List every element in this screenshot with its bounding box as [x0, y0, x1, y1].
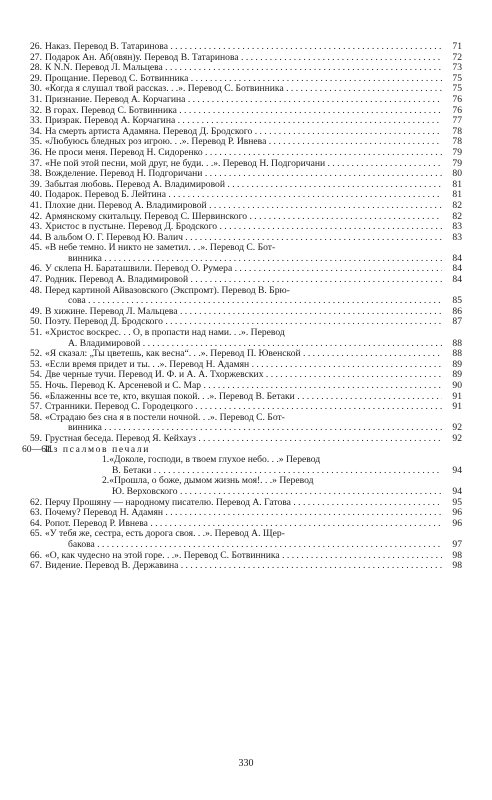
- toc-entry: [22, 116, 462, 127]
- entry-number: 39.: [30, 178, 42, 190]
- entry-title: Не проси меня. Перевод Н. Сидоренко . . .: [45, 148, 442, 159]
- entry-number: 38.: [30, 168, 42, 180]
- toc-entry: [22, 519, 462, 530]
- toc-entry: [22, 381, 462, 392]
- entry-number: 28.: [30, 62, 42, 74]
- entry-title: Армянскому скитальцу. Перевод С. Шервинского . . .: [45, 212, 442, 223]
- toc-entry: [22, 286, 462, 297]
- entry-number: 34.: [30, 125, 42, 137]
- entry-number: 35.: [30, 136, 42, 148]
- toc-entry: [22, 551, 462, 562]
- toc-entry: [22, 561, 462, 572]
- entry-number: 59.: [30, 432, 42, 444]
- entry-page: 79: [452, 146, 462, 158]
- toc-entry: [22, 201, 462, 212]
- entry-page: 88: [452, 337, 462, 349]
- entry-page: 73: [452, 62, 462, 74]
- entry-number: 49.: [30, 305, 42, 317]
- toc-entry: [22, 349, 462, 360]
- entry-title: «У тебя же, сестра, есть дорога своя. . .». Перевод А. Щер-: [45, 529, 285, 540]
- entry-number: 57.: [30, 401, 42, 413]
- entry-number: 42.: [30, 210, 42, 222]
- entry-number: 56.: [30, 390, 42, 402]
- toc-entry: [22, 413, 462, 424]
- entry-page: 84: [452, 263, 462, 275]
- entry-page: 78: [452, 125, 462, 137]
- entry-title: Плохие дни. Перевод А. Владимировой . . .: [45, 201, 442, 212]
- entry-page: 98: [452, 549, 462, 561]
- entry-page: 92: [452, 422, 462, 434]
- entry-title: «Не пой этой песни, мой друг, не буди. . .». Перевод Н. Подгоричани . . .: [45, 159, 442, 170]
- entry-number: 44.: [30, 231, 42, 243]
- entry-title: Видение. Перевод В. Державина . . .: [45, 561, 442, 572]
- entry-title: В альбом О. Г. Перевод Ю. Валич . . .: [45, 233, 442, 244]
- toc-entry: [22, 529, 462, 540]
- entry-number: 54.: [30, 369, 42, 381]
- toc-entry: [22, 498, 462, 509]
- entry-number: 45.: [30, 242, 42, 254]
- entry-title: винника . . .: [68, 254, 442, 265]
- entry-page: 91: [452, 390, 462, 402]
- toc-entry: [22, 508, 462, 519]
- toc-entry: [22, 63, 462, 74]
- entry-page: 86: [452, 305, 462, 317]
- entry-number: 46.: [30, 263, 42, 275]
- entry-number: 53.: [30, 358, 42, 370]
- toc-entry: [22, 339, 462, 350]
- toc-entry: [22, 137, 462, 148]
- entry-number: 63.: [30, 507, 42, 519]
- entry-page: 81: [452, 189, 462, 201]
- toc-entry: [22, 254, 462, 265]
- entry-page: 76: [452, 93, 462, 105]
- entry-page: 95: [452, 496, 462, 508]
- entry-title: «Страдаю без сна я в постели ночной. . .». Перевод С. Бот-: [45, 412, 285, 423]
- entry-title: «Блаженны все те, кто, вкушая покой. . .». Перевод В. Бетаки . . .: [45, 392, 442, 403]
- entry-page: 83: [452, 221, 462, 233]
- entry-page: 91: [452, 401, 462, 413]
- entry-number: 48.: [30, 284, 42, 296]
- entry-page: 75: [452, 72, 462, 84]
- entry-number: 30.: [30, 83, 42, 95]
- entry-number: 64.: [30, 517, 42, 529]
- toc-entry: [22, 423, 462, 434]
- entry-number: 66.: [30, 549, 42, 561]
- entry-title: Вожделение. Перевод Н. Подгоричани . . .: [45, 169, 442, 180]
- entry-title: Подарок Ан. Аб(овян)у. Перевод В. Татаринова . . .: [45, 53, 442, 64]
- entry-page: 82: [452, 210, 462, 222]
- entry-title: Наказ. Перевод В. Татаринова . . .: [45, 42, 442, 53]
- entry-title: Странники. Перевод С. Городецкого . . .: [45, 402, 442, 413]
- toc-entry: [22, 317, 462, 328]
- entry-title: винника . . .: [68, 423, 442, 434]
- entry-title: Почему? Перевод Н. Адамян . . .: [45, 508, 442, 519]
- entry-title: бакова . . .: [68, 540, 442, 551]
- toc-entry: [22, 434, 462, 445]
- toc-entry: [22, 360, 462, 371]
- entry-title: Призрак. Перевод А. Корчагина . . .: [45, 116, 442, 127]
- toc-entry: [22, 159, 462, 170]
- toc-entry: [22, 148, 462, 159]
- entry-page: 88: [452, 348, 462, 360]
- toc-entry: [22, 212, 462, 223]
- entry-page: 92: [452, 432, 462, 444]
- page-number: 330: [238, 758, 254, 769]
- entry-title: Перчу Прошяну — народному писателю. Перевод А. Гатова . . .: [45, 498, 442, 509]
- toc-entry: [22, 106, 462, 117]
- entry-title: Христос в пустыне. Перевод Д. Бродского . . .: [45, 222, 442, 233]
- entry-number: 26.: [30, 41, 42, 52]
- toc-entry: [22, 53, 462, 64]
- entry-title: «О, как чудесно на этой горе. . .». Перевод С. Ботвинника . . .: [45, 551, 442, 562]
- toc-entry: [22, 95, 462, 106]
- entry-title: «Если время придет и ты. . .». Перевод Н. Адамян . . .: [45, 360, 442, 371]
- toc-entry: [22, 392, 462, 403]
- toc-entry: [22, 243, 462, 254]
- entry-title: В. Бетаки . . .: [112, 466, 442, 477]
- entry-title: Грустная беседа. Перевод Я. Кейхауз . . .: [45, 434, 442, 445]
- entry-page: 84: [452, 252, 462, 264]
- entry-page: 97: [452, 538, 462, 550]
- entry-title: «Я сказал: „Ты цветешь, как весна“. . .». Перевод П. Ювенской . . .: [45, 349, 442, 360]
- toc-entry: [22, 307, 462, 318]
- toc-group-header: [22, 445, 462, 456]
- entry-title: Ночь. Перевод К. Арсеневой и С. Мар . . .: [45, 381, 442, 392]
- entry-number: 50.: [30, 316, 42, 328]
- toc-entry: [22, 84, 462, 95]
- entry-title: В горах. Перевод С. Ботвинника . . .: [45, 106, 442, 117]
- entry-page: 85: [452, 295, 462, 307]
- entry-number: 43.: [30, 221, 42, 233]
- entry-page: 79: [452, 157, 462, 169]
- entry-number: 47.: [30, 274, 42, 286]
- entry-title: В хижине. Перевод Л. Мальцева . . .: [45, 307, 442, 318]
- toc-entry: [22, 264, 462, 275]
- entry-number: 37.: [30, 157, 42, 169]
- toc-entry: [22, 275, 462, 286]
- toc-entry: [22, 127, 462, 138]
- toc-entry: [22, 296, 462, 307]
- group-title: Из псалмов печали: [45, 444, 150, 455]
- entry-page: 83: [452, 231, 462, 243]
- entry-number: 58.: [30, 411, 42, 423]
- entry-page: 89: [452, 369, 462, 381]
- entry-page: 96: [452, 517, 462, 529]
- entry-page: 80: [452, 168, 462, 180]
- entry-page: 96: [452, 507, 462, 519]
- entry-page: 84: [452, 274, 462, 286]
- entry-title: сова . . .: [68, 296, 442, 307]
- entry-page: 72: [452, 51, 462, 63]
- entry-page: 77: [452, 115, 462, 127]
- entry-number: 29.: [30, 72, 42, 84]
- entry-number: 52.: [30, 348, 42, 360]
- entry-number: 31.: [30, 93, 42, 105]
- toc-entry: [22, 190, 462, 201]
- entry-number: 55.: [30, 380, 42, 391]
- entry-page: 98: [452, 560, 462, 572]
- entry-number: 41.: [30, 199, 42, 211]
- toc-entry: [22, 169, 462, 180]
- entry-title: «Доколе, господи, в твоем глухое небо. . .» Перевод: [109, 455, 321, 466]
- entry-number: 62.: [30, 496, 42, 508]
- entry-page: 82: [452, 199, 462, 211]
- entry-number: 65.: [30, 528, 42, 540]
- entry-number: 32.: [30, 104, 42, 116]
- entry-page: 78: [452, 136, 462, 148]
- toc-entry: [22, 370, 462, 381]
- entry-number: 67.: [30, 560, 42, 572]
- entry-title: Перед картиной Айвазовского (Экспромт). Перевод В. Брю-: [45, 285, 290, 296]
- entry-title: А. Владимировой . . .: [68, 339, 442, 350]
- entry-title: К N.N. Перевод Л. Мальцева . . .: [45, 63, 442, 74]
- entry-number: 2.: [102, 475, 110, 487]
- entry-title: Родник. Перевод А. Владимировой . . .: [45, 275, 442, 286]
- entry-title: Признание. Перевод А. Корчагина . . .: [45, 95, 442, 106]
- entry-page: 94: [452, 485, 462, 497]
- entry-number: 60—61.: [22, 443, 54, 455]
- entry-title: «Христос воскрес. . . О, в пропасти над нами. . .». Перевод: [45, 328, 285, 339]
- entry-title: Забытая любовь. Перевод А. Владимировой . . .: [45, 180, 442, 191]
- entry-page: 71: [452, 41, 462, 52]
- table-of-contents: [22, 42, 462, 572]
- entry-number: 1.: [102, 454, 110, 466]
- toc-subentry: [22, 466, 462, 477]
- entry-title: Подарок. Перевод Б. Лейтина . . .: [45, 190, 442, 201]
- entry-page: 94: [452, 464, 462, 476]
- toc-entry: [22, 233, 462, 244]
- toc-entry: [22, 328, 462, 339]
- entry-title: «В небе темно. И никто не заметил. . .». Перевод С. Бот-: [45, 243, 276, 254]
- entry-number: 51.: [30, 327, 42, 339]
- entry-title: Ропот. Перевод Р. Ивнева . . .: [45, 519, 442, 530]
- entry-title: Прощание. Перевод С. Ботвинника . . .: [45, 74, 442, 85]
- entry-title: Две черные тучи. Перевод И. Ф. и А. А. Тхоржевских . . .: [45, 370, 442, 381]
- entry-number: 27.: [30, 51, 42, 63]
- entry-page: 89: [452, 358, 462, 370]
- entry-title: У склепа Н. Бараташвили. Перевод О. Румера . . .: [45, 264, 442, 275]
- toc-subentry: [22, 487, 462, 498]
- toc-entry: [22, 42, 462, 53]
- entry-title: «Прошла, о боже, дымом жизнь моя!. . .» Перевод: [109, 476, 314, 487]
- entry-page: 90: [452, 380, 462, 391]
- entry-title: «Когда я слушал твой рассказ. . .». Перевод С. Ботвинника . . .: [45, 84, 442, 95]
- entry-page: 76: [452, 104, 462, 116]
- toc-entry: [22, 402, 462, 413]
- entry-number: 36.: [30, 146, 42, 158]
- entry-page: 75: [452, 83, 462, 95]
- entry-number: 40.: [30, 189, 42, 201]
- entry-number: 33.: [30, 115, 42, 127]
- toc-entry: [22, 540, 462, 551]
- entry-title: Поэту. Перевод Д. Бродского . . .: [45, 317, 442, 328]
- toc-entry: [22, 180, 462, 191]
- entry-page: 87: [452, 316, 462, 328]
- entry-title: «Любуюсь бледных роз игрою. . .». Перевод Р. Ивнева . . .: [45, 137, 442, 148]
- toc-subentry: [22, 476, 462, 487]
- toc-entry: [22, 222, 462, 233]
- entry-page: 81: [452, 178, 462, 190]
- toc-entry: [22, 74, 462, 85]
- entry-title: На смерть артиста Адамяна. Перевод Д. Бродского . . .: [45, 127, 442, 138]
- entry-title: Ю. Верховского . . .: [112, 487, 442, 498]
- toc-subentry: [22, 455, 462, 466]
